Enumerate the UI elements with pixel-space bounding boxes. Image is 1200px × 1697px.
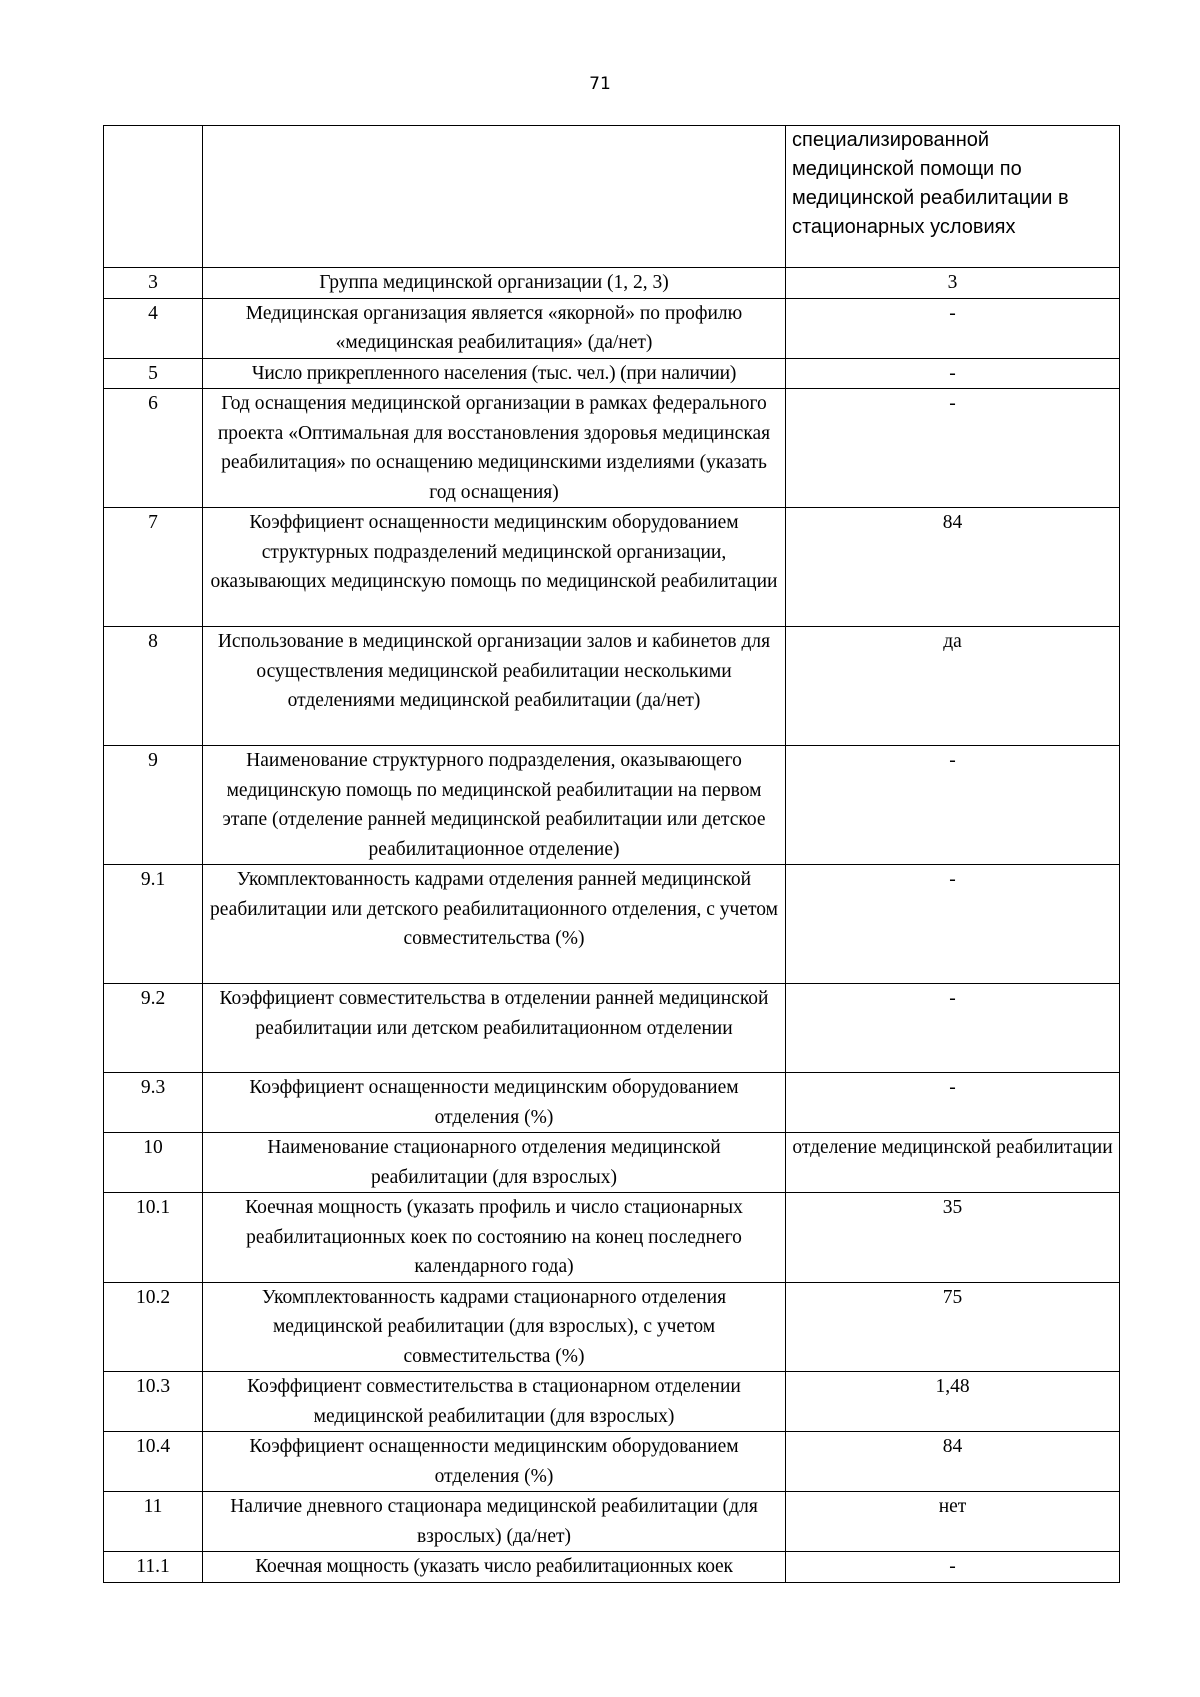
row-value: - xyxy=(786,1073,1120,1133)
row-number: 4 xyxy=(104,298,203,358)
table-row xyxy=(104,1432,1120,1492)
row-value: 1,48 xyxy=(786,1372,1120,1432)
row-number: 10.2 xyxy=(104,1282,203,1372)
cell-desc-empty xyxy=(203,126,786,268)
table-row xyxy=(104,1133,1120,1193)
table-row xyxy=(104,1282,1120,1372)
cell-num-empty xyxy=(104,126,203,268)
row-number: 8 xyxy=(104,627,203,746)
row-description: Коэффициент оснащенности медицинским оборудованием структурных подразделений медицинской организации, оказывающих медицинскую помощь по медицинской реабилитации xyxy=(203,508,786,627)
row-description: Коечная мощность (указать профиль и число стационарных реабилитационных коек по состоянию на конец последнего календарного года) xyxy=(203,1193,786,1283)
row-description: Наименование структурного подразделения, оказывающего медицинскую помощь по медицинской реабилитации на первом этапе (отделение ранней медицинской реабилитации или детское реабилитационное отделение) xyxy=(203,746,786,865)
row-description: Коэффициент совместительства в отделении ранней медицинской реабилитации или детском реабилитационном отделении xyxy=(203,984,786,1073)
row-description: Коэффициент совместительства в стационарном отделении медицинской реабилитации (для взрослых) xyxy=(203,1372,786,1432)
row-value: 3 xyxy=(786,268,1120,299)
row-number: 6 xyxy=(104,389,203,508)
table-row xyxy=(104,268,1120,299)
row-value: - xyxy=(786,746,1120,865)
table-row xyxy=(104,1492,1120,1552)
indicators-table xyxy=(103,125,1120,1583)
page-number: 71 xyxy=(589,74,611,94)
row-number: 10.3 xyxy=(104,1372,203,1432)
row-description: Укомплектованность кадрами стационарного отделения медицинской реабилитации (для взрослых), с учетом совместительства (%) xyxy=(203,1282,786,1372)
row-value: отделение медицинской реабилитации xyxy=(786,1133,1120,1193)
row-number: 9.3 xyxy=(104,1073,203,1133)
row-value: - xyxy=(786,984,1120,1073)
row-number: 10 xyxy=(104,1133,203,1193)
row-description: Группа медицинской организации (1, 2, 3) xyxy=(203,268,786,299)
row-value: 75 xyxy=(786,1282,1120,1372)
cell-header-continuation: специализированной медицинской помощи по медицинской реабилитации в стационарных условиях xyxy=(786,126,1120,268)
row-number: 11.1 xyxy=(104,1552,203,1583)
row-number: 9 xyxy=(104,746,203,865)
row-description: Медицинская организация является «якорной» по профилю «медицинская реабилитация» (да/нет) xyxy=(203,298,786,358)
row-number: 9.2 xyxy=(104,984,203,1073)
table-row xyxy=(104,508,1120,627)
row-description: Наличие дневного стационара медицинской реабилитации (для взрослых) (да/нет) xyxy=(203,1492,786,1552)
row-number: 11 xyxy=(104,1492,203,1552)
row-value: 84 xyxy=(786,1432,1120,1492)
row-value: - xyxy=(786,389,1120,508)
table-row xyxy=(104,984,1120,1073)
row-description: Коэффициент оснащенности медицинским оборудованием отделения (%) xyxy=(203,1432,786,1492)
table-row xyxy=(104,1193,1120,1283)
table-row xyxy=(104,358,1120,389)
row-value: - xyxy=(786,358,1120,389)
row-description: Год оснащения медицинской организации в рамках федерального проекта «Оптимальная для восстановления здоровья медицинская реабилитация» по оснащению медицинскими изделиями (указать год оснащения) xyxy=(203,389,786,508)
table-row xyxy=(104,1073,1120,1133)
row-number: 7 xyxy=(104,508,203,627)
row-number: 5 xyxy=(104,358,203,389)
table-row xyxy=(104,746,1120,865)
table-row xyxy=(104,389,1120,508)
row-value: - xyxy=(786,1552,1120,1583)
row-value: да xyxy=(786,627,1120,746)
table-row xyxy=(104,298,1120,358)
row-value: 84 xyxy=(786,508,1120,627)
row-description: Коечная мощность (указать число реабилитационных коек xyxy=(203,1552,786,1583)
row-number: 10.4 xyxy=(104,1432,203,1492)
row-value: нет xyxy=(786,1492,1120,1552)
row-value: - xyxy=(786,298,1120,358)
table-row xyxy=(104,1372,1120,1432)
row-description: Коэффициент оснащенности медицинским оборудованием отделения (%) xyxy=(203,1073,786,1133)
table-row xyxy=(104,1552,1120,1583)
row-value: 35 xyxy=(786,1193,1120,1283)
row-description: Число прикрепленного населения (тыс. чел.) (при наличии) xyxy=(203,358,786,389)
row-number: 3 xyxy=(104,268,203,299)
row-description: Укомплектованность кадрами отделения ранней медицинской реабилитации или детского реабилитационного отделения, с учетом совместительства (%) xyxy=(203,865,786,984)
row-value: - xyxy=(786,865,1120,984)
table-row xyxy=(104,627,1120,746)
row-description: Наименование стационарного отделения медицинской реабилитации (для взрослых) xyxy=(203,1133,786,1193)
table-row-continuation xyxy=(104,126,1120,268)
row-number: 9.1 xyxy=(104,865,203,984)
table-row xyxy=(104,865,1120,984)
row-description: Использование в медицинской организации залов и кабинетов для осуществления медицинской реабилитации несколькими отделениями медицинской реабилитации (да/нет) xyxy=(203,627,786,746)
row-number: 10.1 xyxy=(104,1193,203,1283)
